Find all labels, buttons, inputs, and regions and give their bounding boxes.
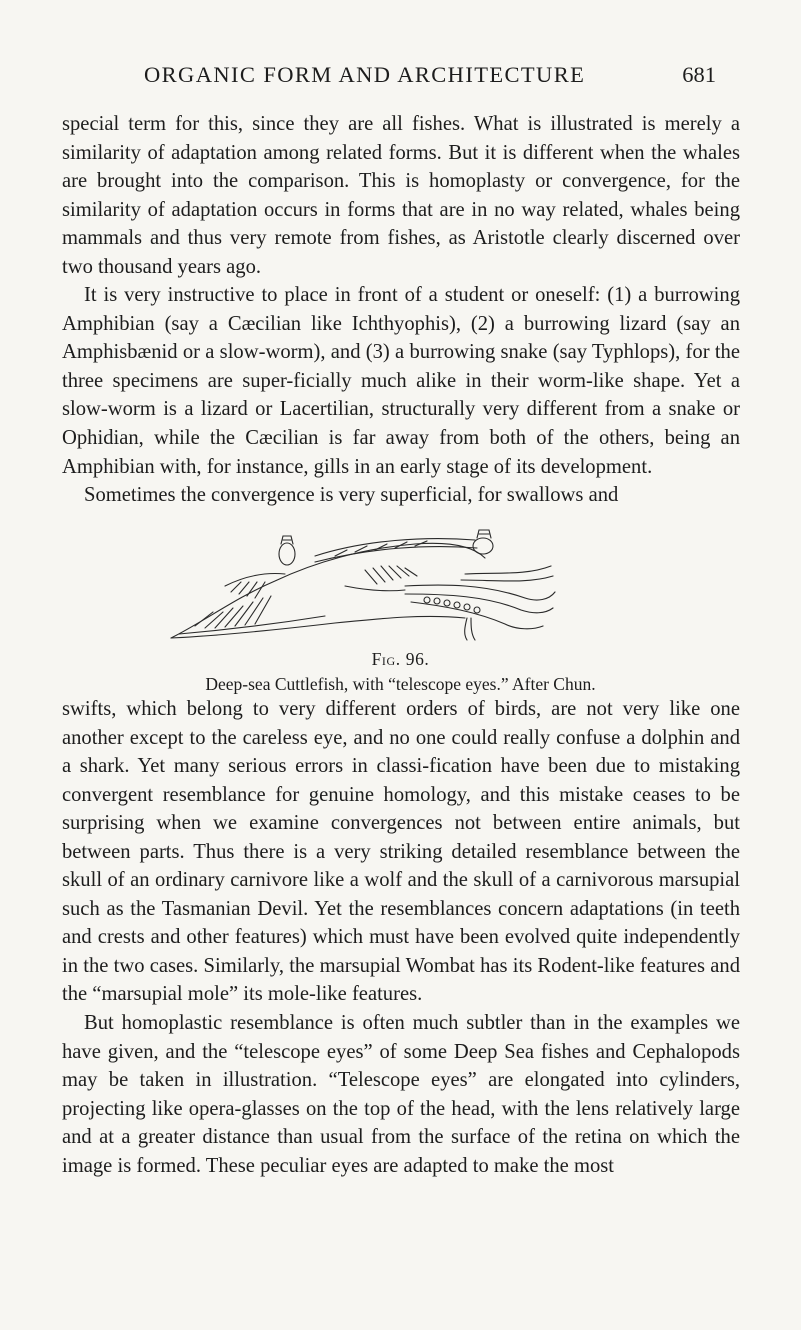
cuttlefish-illustration	[165, 526, 565, 644]
page-number: 681	[682, 62, 716, 87]
figure-label: Fig. 96.	[371, 649, 430, 669]
body-text-top	[62, 110, 740, 510]
paragraph: But homoplastic resemblance is often much subtler than in the examples we have given, and the “telescope eyes” of some Deep Sea fishes and Cephalopods may be taken in illustration. “Telescope eyes” are elongated into cylinders, projecting like opera-glasses on the top of the head, with the lens relatively large and at a greater distance than usual from the surface of the retina on which the image is formed. These peculiar eyes are adapted to make the most	[62, 1012, 740, 1177]
running-head: ORGANIC FORM AND ARCHITECTURE	[144, 62, 586, 87]
body-text-bottom	[62, 695, 740, 1180]
paragraph: swifts, which belong to very different orders of birds, are not very like one another except to the careless eye, and no one could really confuse a dolphin and a shark. Yet many serious errors in classi-fication have been due to mistaking convergent resemblance for genuine homology, and this mistake ceases to be surprising when we examine convergences not between entire animals, but between parts. Thus there is a very striking detailed resemblance between the skull of an ordinary carnivore like a wolf and the skull of a carnivorous marsupial such as the Tasmanian Devil. Yet the resemblances concern adaptations (in teeth and crests and other features) which must have been evolved quite independently in the two cases. Similarly, the marsupial Wombat has its Rodent-like features and the “marsupial mole” its mole-like features.	[62, 698, 740, 1006]
page-header	[0, 62, 801, 92]
figure-96	[0, 526, 801, 696]
paragraph: It is very instructive to place in front of a student or oneself: (1) a burrowing Amphibian (say a Cæcilian like Ichthyophis), (2) a burrowing lizard (say an Amphisbænid or a slow-worm), and (3) a burrowing snake (say Typhlops), for the three specimens are super-ficially much alike in their worm-like shape. Yet a slow-worm is a lizard or Lacertilian, structurally very different from a snake or Ophidian, while the Cæcilian is far away from both of the others, being an Amphibian with, for instance, gills in an early stage of its development.	[62, 284, 740, 478]
figure-caption: Deep-sea Cuttlefish, with “telescope eyes.” After Chun.	[205, 674, 596, 694]
paragraph: special term for this, since they are all fishes. What is illustrated is merely a similarity of adaptation among related forms. But it is different when the whales are brought into the comparison. This is homoplasty or convergence, for the similarity of adaptation occurs in forms that are in no way related, whales being mammals and thus very remote from fishes, as Aristotle clearly discerned over two thousand years ago.	[62, 113, 740, 278]
paragraph: Sometimes the convergence is very superficial, for swallows and	[84, 484, 619, 507]
